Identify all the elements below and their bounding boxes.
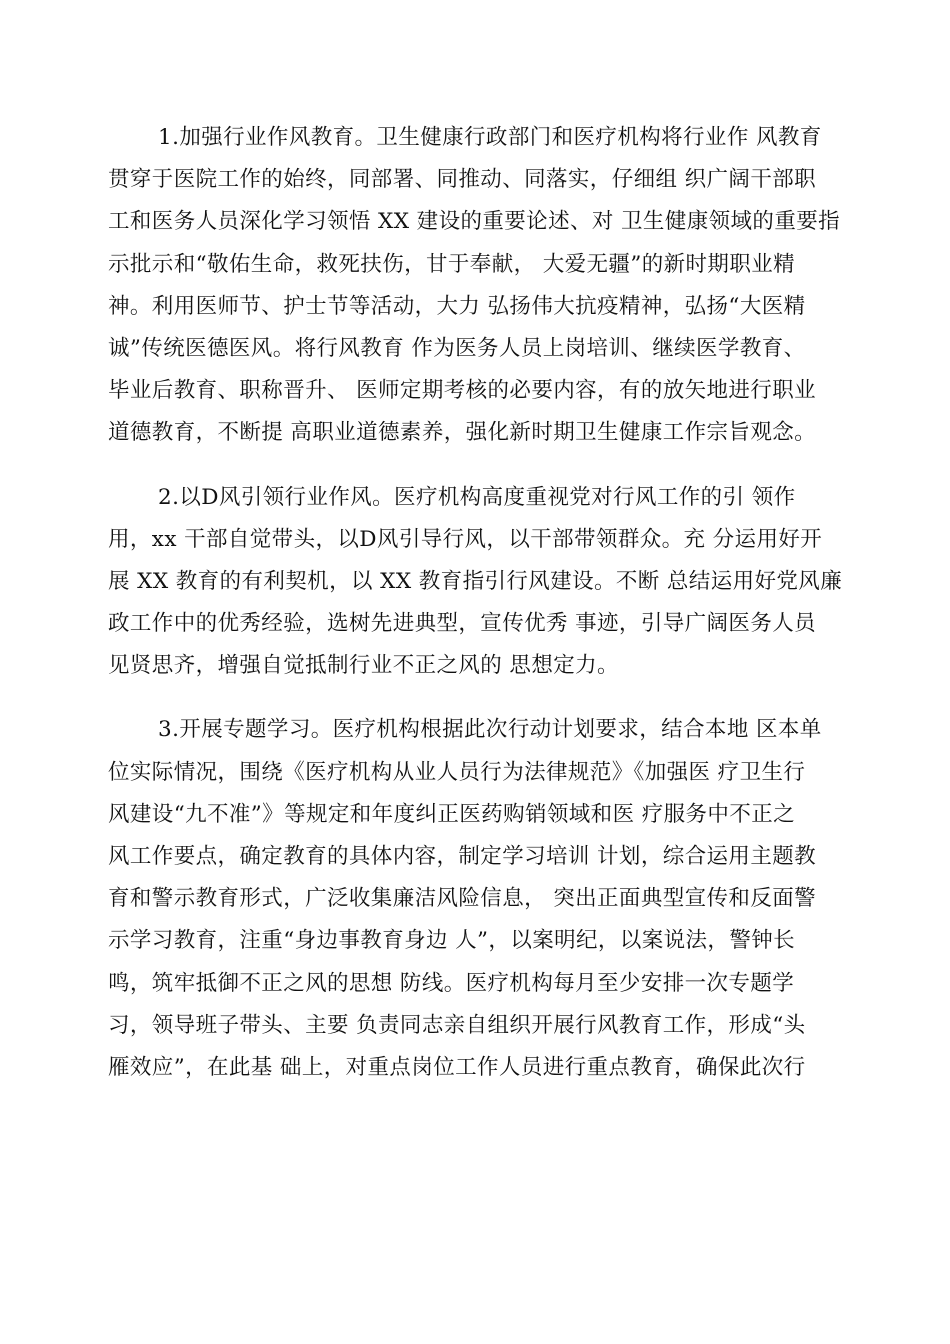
paragraph-line: 示批示和“敬佑生命，救死扶伤，甘于奉献， 大爱无疆”的新时期职业精 [108,251,796,277]
paragraph-line: 位实际情况，围绕《医疗机构从业人员行为法律规范》《加强医 疗卫生行 [108,759,806,785]
paragraph-line: 展 XX 教育的有利契机，以 XX 教育指引行风建设。不断 总结运用好党风廉 [108,568,843,594]
paragraph-1 [108,117,852,455]
paragraph-line: 3.开展专题学习。医疗机构根据此次行动计划要求，结合本地 区本单 [158,717,822,743]
paragraph-line: 政工作中的优秀经验，选树先进典型，宣传优秀 事迹，引导广阔医务人员 [108,611,817,637]
paragraph-line: 鸣，筑牢抵御不正之风的思想 防线。医疗机构每月至少安排一次专题学 [108,970,795,996]
paragraph-line: 见贤思齐，增强自觉抵制行业不正之风的 思想定力。 [108,653,619,679]
document-page [108,117,852,1089]
paragraph-line: 育和警示教育形式，广泛收集廉洁风险信息， 突出正面典型宣传和反面警 [108,886,817,912]
paragraph-gap [108,455,852,477]
paragraph-line: 工和医务人员深化学习领悟 XX 建设的重要论述、对 卫生健康领域的重要指 [108,209,841,235]
paragraph-line: 示学习教育，注重“身边事教育身边 人”，以案明纪，以案说法，警钟长 [108,928,796,954]
paragraph-line: 贯穿于医院工作的始终，同部署、同推动、同落实，仔细组 织广阔干部职 [108,167,817,193]
paragraph-line: 毕业后教育、职称晋升、 医师定期考核的必要内容，有的放矢地进行职业 [108,378,817,404]
paragraph-gap [108,687,852,709]
paragraph-2 [108,477,852,688]
paragraph-line: 1.加强行业作风教育。卫生健康行政部门和医疗机构将行业作 风教育 [158,125,822,150]
paragraph-line: 习，领导班子带头、主要 负责同志亲自组织开展行风教育工作，形成“头 [108,1012,806,1038]
paragraph-3 [108,709,852,1089]
paragraph-line: 诚”传统医德医风。将行风教育 作为医务人员上岗培训、继续医学教育、 [108,335,806,361]
paragraph-line: 雁效应”，在此基 础上，对重点岗位工作人员进行重点教育，确保此次行 [108,1054,806,1080]
paragraph-line: 风建设“九不准”》等规定和年度纠正医药购销领域和医 疗服务中不正之 [108,801,796,827]
paragraph-line: 道德教育，不断提 高职业道德素养，强化新时期卫生健康工作宗旨观念。 [108,420,817,446]
paragraph-line: 用，xx 干部自觉带头，以D风引导行风，以干部带领群众。充 分运用好开 [108,526,823,552]
paragraph-line: 2.以D风引领行业作风。医疗机构高度重视党对行风工作的引 领作 [158,484,796,510]
paragraph-line: 风工作要点，确定教育的具体内容，制定学习培训 计划，综合运用主题教 [108,844,817,869]
paragraph-line: 神。利用医师节、护士节等活动，大力 弘扬伟大抗疫精神，弘扬“大医精 [108,293,806,319]
